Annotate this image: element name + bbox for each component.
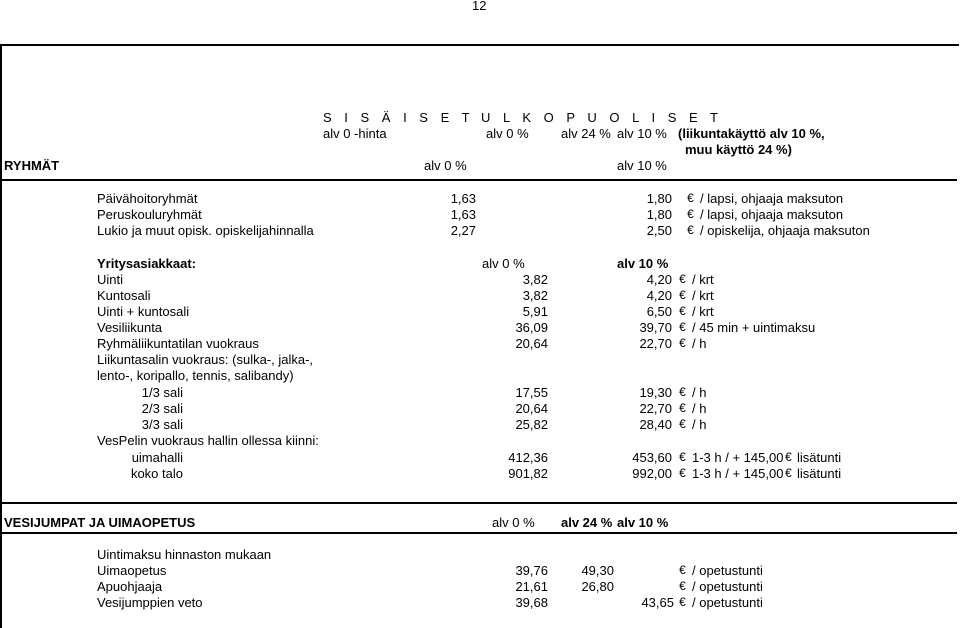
row-name: Uinti bbox=[97, 272, 124, 287]
row-name: Apuohjaaja bbox=[97, 579, 163, 594]
vesijumpat-col-a: alv 0 % bbox=[492, 515, 535, 530]
euro-icon bbox=[678, 288, 687, 303]
row-value-b: 4,20 bbox=[646, 288, 672, 303]
row-unit: / krt bbox=[692, 304, 714, 319]
row-value-a: 901,82 bbox=[508, 466, 548, 481]
page-number: 12 bbox=[472, 0, 487, 13]
row-value-b: 19,30 bbox=[639, 385, 672, 400]
row-unit: / lapsi, ohjaaja maksuton bbox=[700, 207, 844, 222]
row-value-b: 49,30 bbox=[581, 563, 614, 578]
euro-icon bbox=[678, 320, 687, 335]
euro-icon bbox=[678, 401, 687, 416]
row-value-b: 4,20 bbox=[646, 272, 672, 287]
row-name: Ryhmäliikuntatilan vuokraus bbox=[97, 336, 259, 351]
row-value-a: 412,36 bbox=[508, 450, 548, 465]
header-alv0: alv 0 % bbox=[486, 126, 529, 141]
yritys-col-a: alv 0 % bbox=[482, 256, 525, 271]
vespelin-label: VesPelin vuokraus hallin ollessa kiinni: bbox=[97, 433, 319, 448]
header-alv0-hinta: alv 0 -hinta bbox=[323, 126, 387, 141]
yritys-title: Yritysasiakkaat: bbox=[97, 256, 197, 271]
ryhmat-col-b: alv 10 % bbox=[617, 158, 667, 173]
header-sisaiset: S I S Ä I S E T bbox=[323, 110, 475, 125]
euro-icon bbox=[678, 336, 687, 351]
euro-icon bbox=[784, 466, 793, 481]
vesijumpat-col-b: alv 24 % bbox=[561, 515, 613, 530]
row-extra: lisätunti bbox=[797, 450, 842, 465]
euro-icon bbox=[678, 272, 687, 287]
row-value-b: 2,50 bbox=[646, 223, 672, 238]
row-unit: / h bbox=[692, 417, 707, 432]
euro-icon bbox=[686, 207, 695, 222]
euro-icon bbox=[678, 466, 687, 481]
row-value-a: 5,91 bbox=[522, 304, 548, 319]
row-unit: / opetustunti bbox=[692, 563, 763, 578]
row-name: uimahalli bbox=[131, 450, 183, 465]
row-unit: / krt bbox=[692, 288, 714, 303]
euro-icon bbox=[686, 191, 695, 206]
header-liikunta-note-1: (liikuntakäyttö alv 10 %, bbox=[678, 126, 825, 141]
row-name: koko talo bbox=[130, 466, 183, 481]
row-unit: 1-3 h / + 145,00 bbox=[692, 466, 784, 481]
row-unit: / lapsi, ohjaaja maksuton bbox=[700, 191, 844, 206]
row-unit: / opetustunti bbox=[692, 579, 763, 594]
row-name: Vesijumppien veto bbox=[97, 595, 203, 610]
row-unit: / h bbox=[692, 385, 707, 400]
row-unit: 1-3 h / + 145,00 bbox=[692, 450, 784, 465]
vesijumpat-col-c: alv 10 % bbox=[617, 515, 669, 530]
header-ulkopuoliset: U L K O P U O L I S E T bbox=[481, 110, 723, 125]
row-value-a: 20,64 bbox=[515, 336, 548, 351]
row-unit: / opetustunti bbox=[692, 595, 763, 610]
euro-icon bbox=[678, 595, 687, 610]
euro-icon bbox=[678, 450, 687, 465]
row-value-b: 26,80 bbox=[581, 579, 614, 594]
header-alv10: alv 10 % bbox=[617, 126, 667, 141]
row-value-a: 2,27 bbox=[450, 223, 476, 238]
row-name: Vesiliikunta bbox=[97, 320, 163, 335]
divider-ryhmat bbox=[2, 179, 957, 181]
row-name: Uinti + kuntosali bbox=[97, 304, 190, 319]
divider-vesijumpat-bottom bbox=[2, 532, 957, 534]
vesijumpat-title: VESIJUMPAT JA UIMAOPETUS bbox=[4, 515, 196, 530]
row-unit: / h bbox=[692, 336, 707, 351]
row-value-a: 39,76 bbox=[515, 563, 548, 578]
row-value-a: 39,68 bbox=[515, 595, 548, 610]
row-name: Päivähoitoryhmät bbox=[97, 191, 198, 206]
row-value-b: 1,80 bbox=[646, 207, 672, 222]
row-name: Peruskouluryhmät bbox=[97, 207, 202, 222]
euro-icon bbox=[686, 223, 695, 238]
yritys-col-b: alv 10 % bbox=[617, 256, 669, 271]
row-value-b: 1,80 bbox=[646, 191, 672, 206]
liikuntasali-label-2: lento-, koripallo, tennis, salibandy) bbox=[97, 368, 294, 383]
euro-icon bbox=[784, 450, 793, 465]
row-value-a: 20,64 bbox=[515, 401, 548, 416]
row-value-a: 1,63 bbox=[450, 207, 476, 222]
row-value-b: 22,70 bbox=[639, 401, 672, 416]
row-name: 3/3 sali bbox=[141, 417, 183, 432]
ryhmat-title: RYHMÄT bbox=[4, 158, 60, 173]
row-name: Uimaopetus bbox=[97, 563, 167, 578]
euro-icon bbox=[678, 304, 687, 319]
divider-vesijumpat-top bbox=[2, 502, 957, 504]
row-unit: / opiskelija, ohjaaja maksuton bbox=[700, 223, 870, 238]
header-liikunta-note-2: muu käyttö 24 %) bbox=[685, 142, 792, 157]
euro-icon bbox=[678, 417, 687, 432]
row-name: 2/3 sali bbox=[141, 401, 183, 416]
row-value-a: 25,82 bbox=[515, 417, 548, 432]
row-unit: / 45 min + uintimaksu bbox=[692, 320, 816, 335]
row-value-b: 39,70 bbox=[639, 320, 672, 335]
row-value-b: 453,60 bbox=[632, 450, 672, 465]
row-value-a: 21,61 bbox=[515, 579, 548, 594]
euro-icon bbox=[678, 385, 687, 400]
row-name: Lukio ja muut opisk. opiskelijahinnalla bbox=[97, 223, 314, 238]
row-value-a: 1,63 bbox=[450, 191, 476, 206]
header-alv24: alv 24 % bbox=[561, 126, 611, 141]
row-value-b: 22,70 bbox=[639, 336, 672, 351]
row-value-b: 28,40 bbox=[639, 417, 672, 432]
uintimaksu-note: Uintimaksu hinnaston mukaan bbox=[97, 547, 272, 562]
row-extra: lisätunti bbox=[797, 466, 842, 481]
row-value-a: 36,09 bbox=[515, 320, 548, 335]
row-unit: / h bbox=[692, 401, 707, 416]
row-value-a: 3,82 bbox=[522, 272, 548, 287]
row-value-c: 43,65 bbox=[641, 595, 674, 610]
row-value-a: 17,55 bbox=[515, 385, 548, 400]
row-value-b: 992,00 bbox=[632, 466, 672, 481]
euro-icon bbox=[678, 579, 687, 594]
ryhmat-col-a: alv 0 % bbox=[424, 158, 467, 173]
row-value-a: 3,82 bbox=[522, 288, 548, 303]
row-unit: / krt bbox=[692, 272, 714, 287]
row-name: Kuntosali bbox=[97, 288, 151, 303]
liikuntasali-label-1: Liikuntasalin vuokraus: (sulka-, jalka-, bbox=[97, 352, 314, 367]
euro-icon bbox=[678, 563, 687, 578]
row-name: 1/3 sali bbox=[141, 385, 183, 400]
row-value-b: 6,50 bbox=[646, 304, 672, 319]
